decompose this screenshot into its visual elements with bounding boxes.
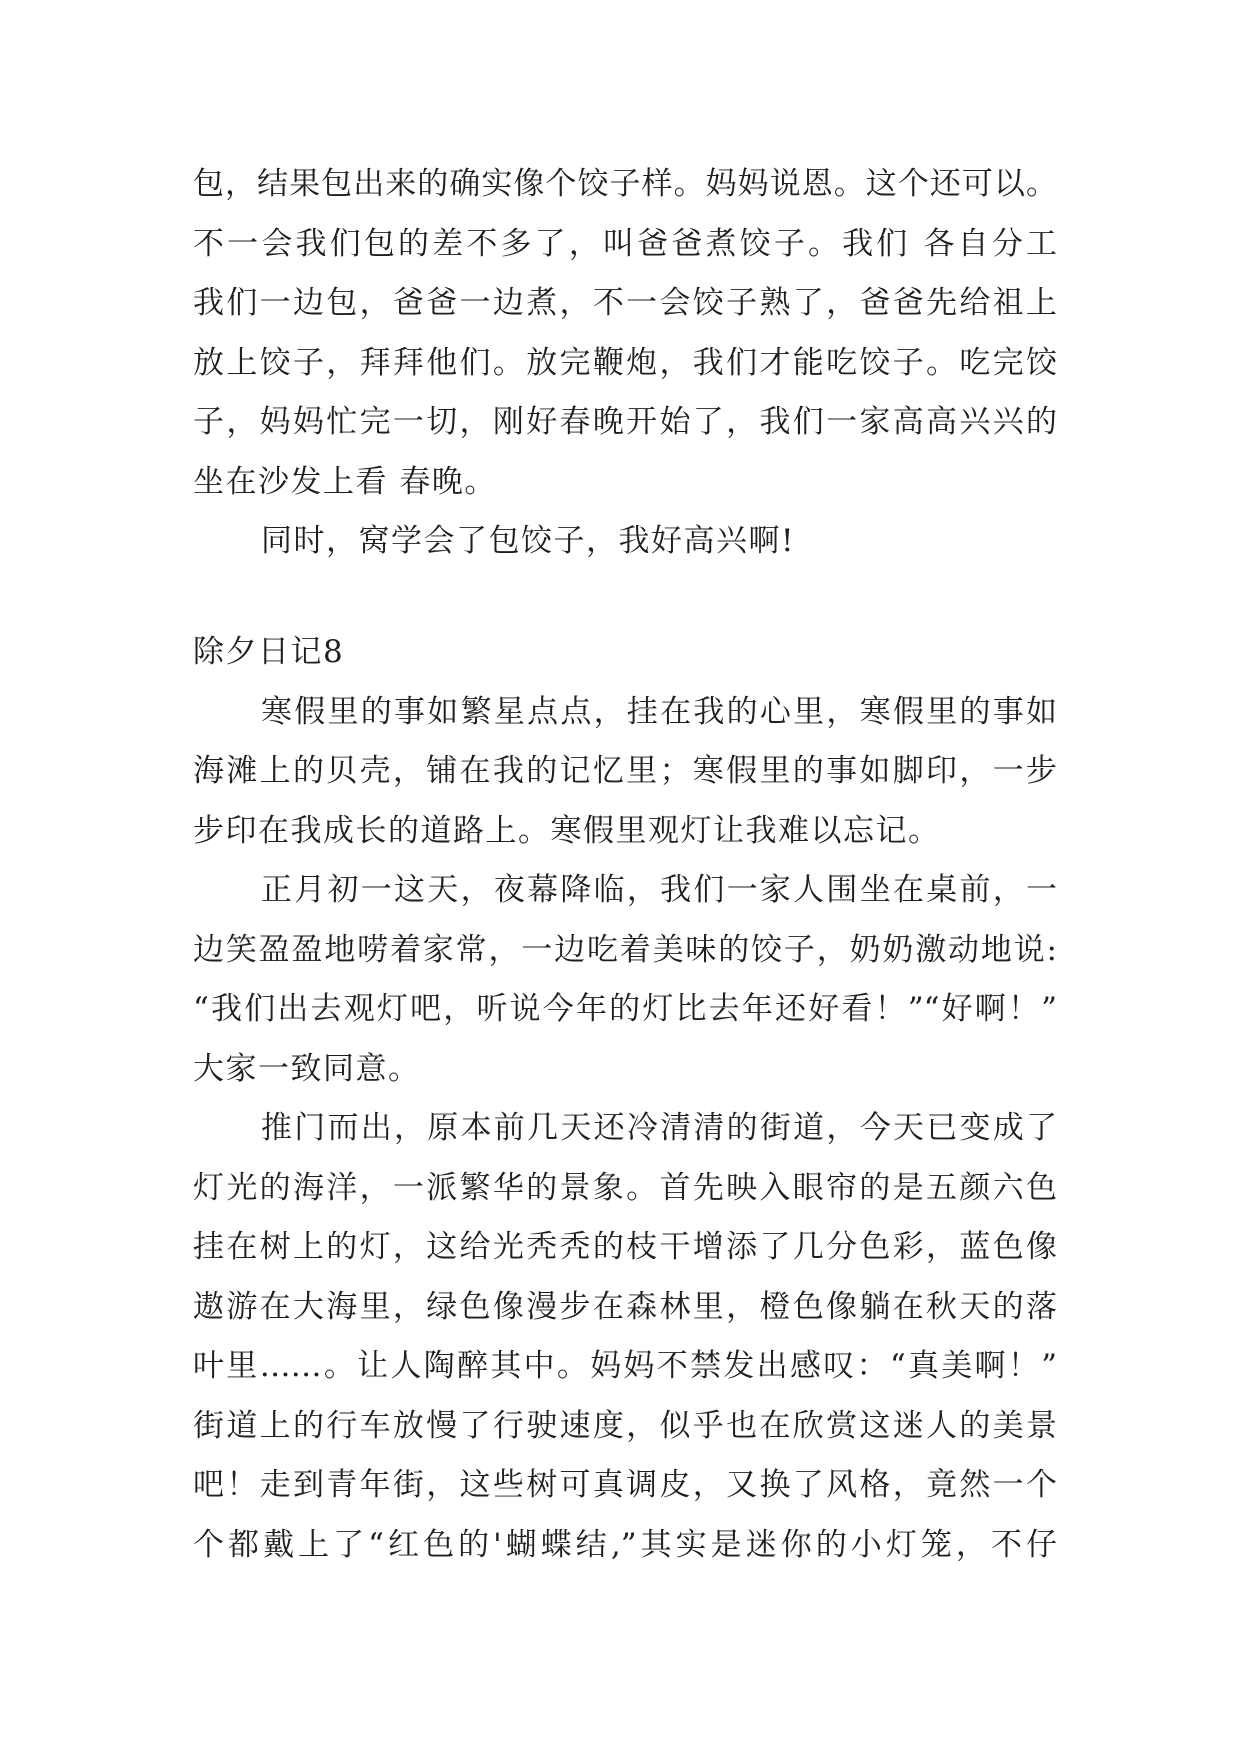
text-line: 放上饺子，拜拜他们。放完鞭炮，我们才能吃饺子。吃完饺: [193, 344, 1057, 381]
text-line: 不一会我们包的差不多了，叫爸爸煮饺子。我们 各自分工: [193, 225, 1057, 262]
text-line: 正月初一这天，夜幕降临，我们一家人围坐在桌前，一: [261, 872, 1057, 908]
text-line: “我们出去观灯吧，听说今年的灯比去年还好看！”“好啊！”: [193, 991, 1057, 1027]
text-line: 街道上的行车放慢了行驶速度，似乎也在欣赏这迷人的美景: [193, 1407, 1057, 1444]
section-heading: 除夕日记8: [193, 634, 345, 670]
paragraph: [193, 861, 1057, 1099]
text-line: 我们一边包，爸爸一边煮，不一会饺子熟了，爸爸先给祖上: [193, 285, 1057, 321]
document-body: [193, 155, 1057, 1575]
text-line: 同时，窝学会了包饺子，我好高兴啊!: [261, 523, 795, 559]
text-line: 大家一致同意。: [193, 1050, 421, 1087]
text-line: 海滩上的贝壳，铺在我的记忆里；寒假里的事如脚印，一步: [193, 753, 1057, 789]
text-line: 灯光的海洋，一派繁华的景象。首先映入眼帘的是五颜六色: [193, 1169, 1057, 1206]
paragraph: [193, 683, 1057, 862]
text-line: 子，妈妈忙完一切，刚好春晚开始了，我们一家高高兴兴的: [193, 404, 1057, 440]
text-line: 包，结果包出来的确实像个饺子样。妈妈说恩。这个还可以。: [193, 166, 1057, 202]
text-line: 叶里……。让人陶醉其中。妈妈不禁发出感叹：“真美啊！”: [193, 1348, 1057, 1384]
text-line: 步印在我成长的道路上。寒假里观灯让我难以忘记。: [193, 812, 941, 849]
text-line: 吧！走到青年街，这些树可真调皮，又换了风格，竟然一个: [193, 1467, 1057, 1503]
text-line: 个都戴上了“红色的'蝴蝶结,”其实是迷你的小灯笼，不仔: [193, 1526, 1057, 1563]
text-line: 坐在沙发上看 春晚。: [193, 463, 497, 500]
text-line: 遨游在大海里，绿色像漫步在森林里，橙色像躺在秋天的落: [193, 1288, 1057, 1325]
paragraph: [193, 1099, 1057, 1575]
text-line: 边笑盈盈地唠着家常，一边吃着美味的饺子，奶奶激动地说:: [193, 931, 1057, 968]
paragraph: [193, 155, 1057, 512]
text-line: 挂在树上的灯，这给光秃秃的枝干增添了几分色彩，蓝色像: [193, 1229, 1057, 1265]
text-line: 寒假里的事如繁星点点，挂在我的心里，寒假里的事如: [261, 693, 1057, 730]
paragraph: [193, 512, 1057, 572]
text-line: 推门而出，原本前几天还冷清清的街道，今天已变成了: [261, 1110, 1057, 1146]
